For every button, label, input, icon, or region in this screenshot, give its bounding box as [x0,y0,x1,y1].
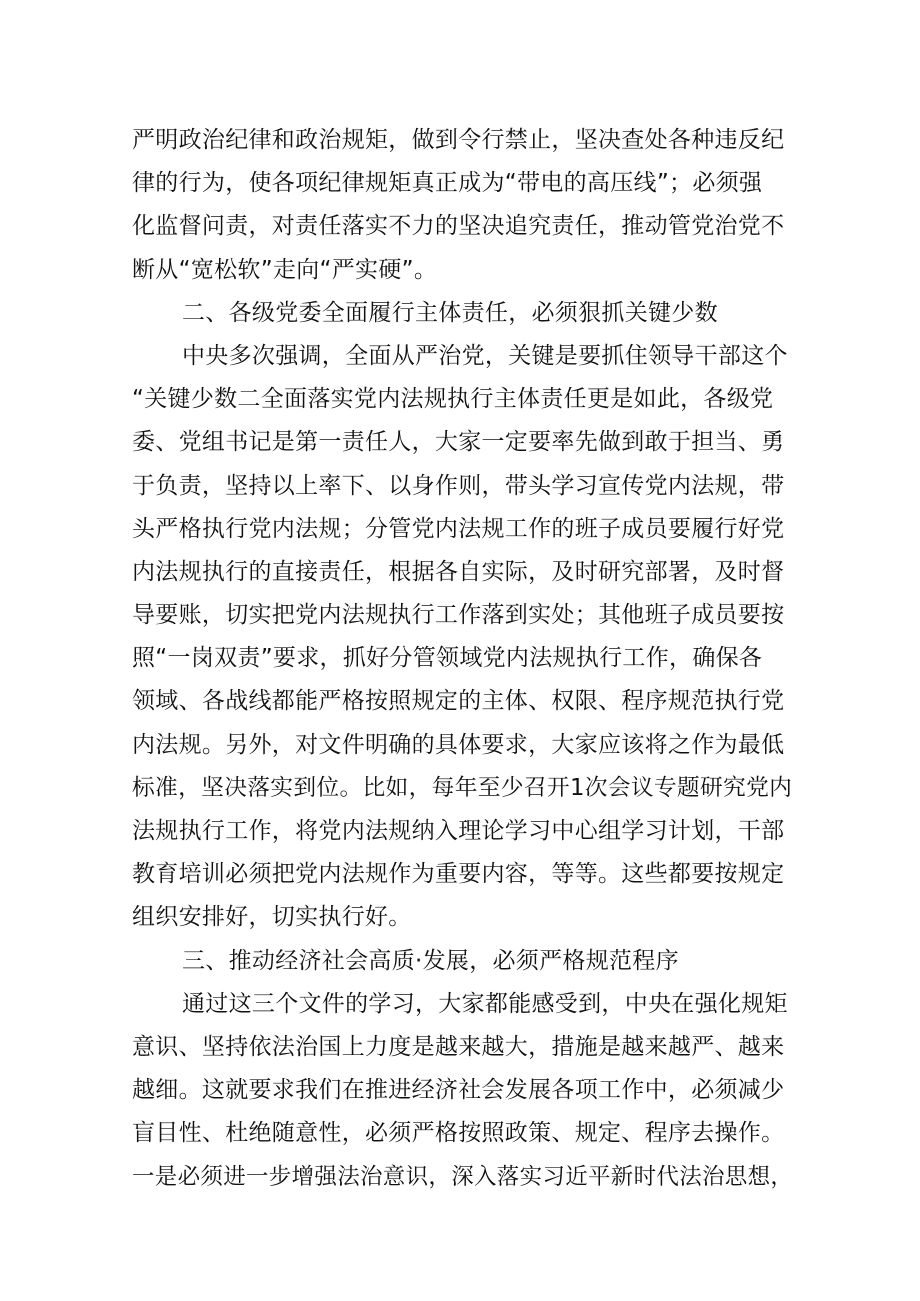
text-line: 组织安排好，切实执行好。 [132,904,412,931]
text-line: 内法规。另外，对文件明确的具体要求，大家应该将之作为最低 [132,731,785,758]
text-line: 二、各级党委全面履行主体责任，必须狠抓关键少数 [182,299,718,326]
text-line: 委、党组书记是第一责任人，大家一定要率先做到敢于担当、勇 [132,429,785,456]
text-line: 标准，坚决落实到位。比如，每年至少召开1次会议专题研究党内 [132,774,793,801]
text-line: 律的行为，使各项纪律规矩真正成为“带电的高压线”；必须强 [132,170,763,197]
text-line: 法规执行工作，将党内法规纳入理论学习中心组学习计划，干部 [132,818,785,844]
text-line: 于负责，坚持以上率下、以身作则，带头学习宣传党内法规，带 [132,472,785,499]
text-line: 盲目性、杜绝随意性，必须严格按照政策、规定、程序去操作。 [132,1120,785,1147]
text-line: 意识、坚持依法治国上力度是越来越大，措施是越来越严、越来 [132,1033,785,1060]
text-line: 化监督问责，对责任落实不力的坚决追究责任，推动管党治党不 [132,213,785,240]
text-line: 领域、各战线都能严格按照规定的主体、权限、程序规范执行党 [132,688,785,715]
text-line: 导要账，切实把党内法规执行工作落到实处；其他班子成员要按 [132,602,785,629]
text-line: 断从“宽松软”走向“严实硬”。 [132,256,438,283]
text-line: 头严格执行党内法规；分管党内法规工作的班子成员要履行好党 [132,515,785,542]
document-body [132,119,797,1199]
text-line: 越细。这就要求我们在推进经济社会发展各项工作中，必须减少 [132,1077,785,1104]
text-line: 三、推动经济社会高质·发展，必须严格规范程序 [182,947,679,974]
text-line: “关键少数二全面落实党内法规执行主体责任更是如此，各级党 [132,386,774,413]
text-line: 严明政治纪律和政治规矩，做到令行禁止，坚决查处各种违反纪 [132,127,785,153]
text-line: 一是必须进一步增强法治意识，深入落实习近平新时代法治思想， [132,1163,794,1190]
text-line: 通过这三个文件的学习，大家都能感受到，中央在强化规矩 [182,990,788,1017]
text-line: 教育培训必须把党内法规作为重要内容，等等。这些都要按规定 [132,861,785,888]
text-line: 中央多次强调，全面从严治党，关键是要抓住领导干部这个 [182,342,788,369]
text-line: 照“一岗双责”要求，抓好分管领域党内法规执行工作，确保各 [132,645,763,672]
text-line: 内法规执行的直接责任，根据各自实际，及时研究部署，及时督 [132,558,785,585]
